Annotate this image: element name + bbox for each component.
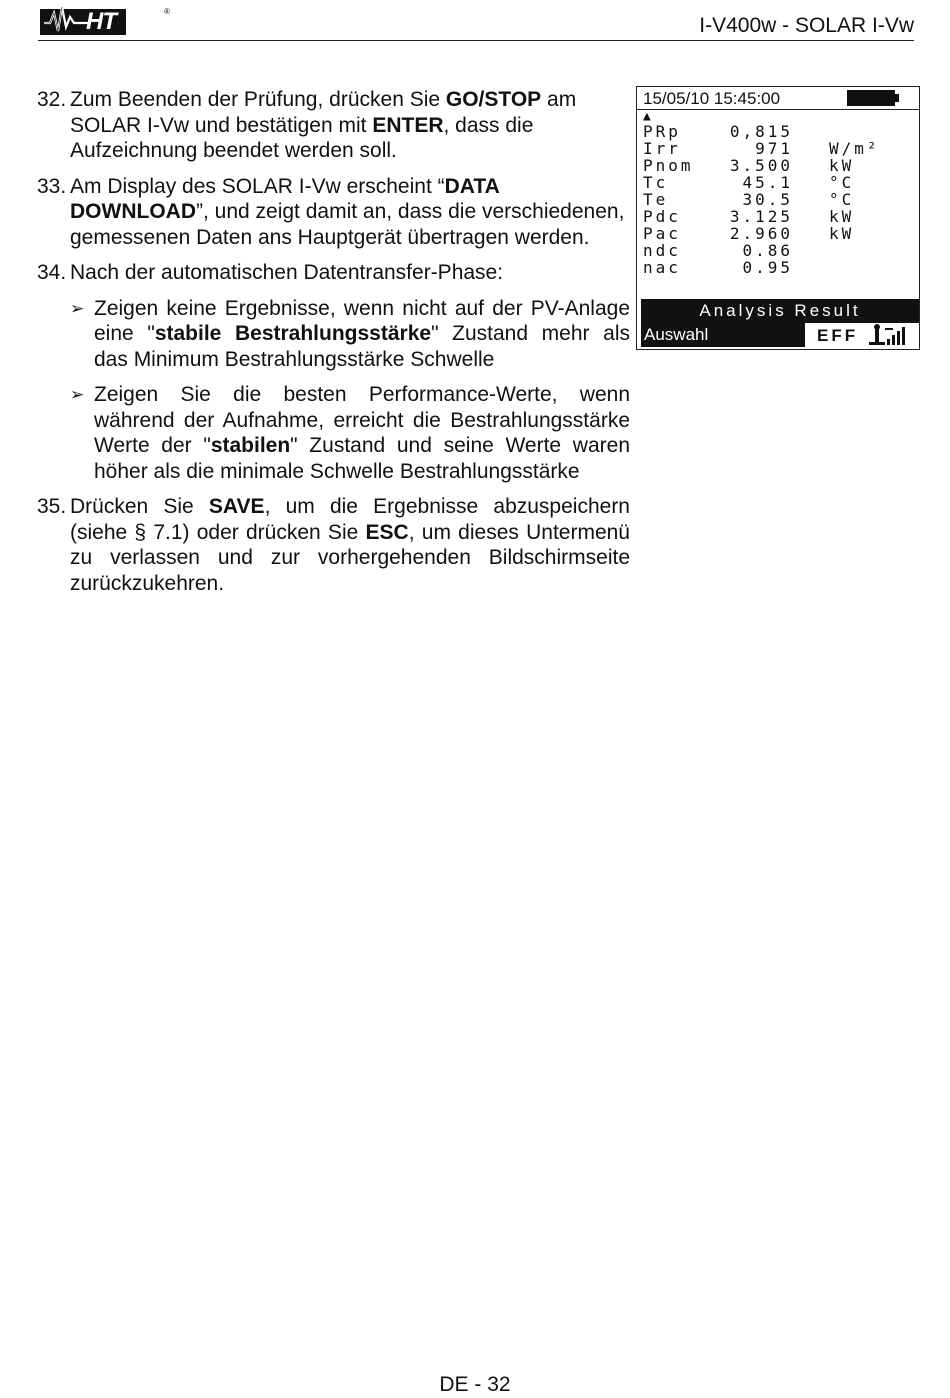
instrument-display xyxy=(636,86,920,350)
battery-icon xyxy=(847,90,895,106)
step-number: 34. xyxy=(37,261,67,284)
analysis-result-bar: Analysis Result xyxy=(641,299,919,323)
bullet-item xyxy=(37,296,630,373)
bullet-text: Zeigen Sie die besten Performance-Werte, wenn während der Aufnahme, erreicht die Bestrahlungsstärke Werte der "stabilen" Zustand und seine Werte waren höher als die minimale Schwelle Bestrahlungsstärke xyxy=(94,383,630,483)
arrow-bullet-icon: ➢ xyxy=(70,385,85,404)
step-34 xyxy=(37,260,630,286)
display-divider xyxy=(637,109,919,110)
measurement-row: Pnom 3.500 kW xyxy=(643,156,855,175)
instruction-list xyxy=(37,87,630,606)
measurement-row: Te 30.5 °C xyxy=(643,190,855,209)
measurement-row: Tc 45.1 °C xyxy=(643,173,855,192)
bullet-text: Zeigen keine Ergebnisse, wenn nicht auf der PV-Anlage eine "stabile Bestrahlungsstärke" Zustand mehr als das Minimum Bestrahlungsstärke Schwelle xyxy=(94,296,631,371)
auswahl-softkey[interactable]: Auswahl xyxy=(641,323,805,347)
measurement-row: Irr 971 W/m² xyxy=(643,139,880,158)
step-number: 32. xyxy=(37,88,67,111)
step-number: 35. xyxy=(37,495,67,518)
logo-text: HT xyxy=(86,8,116,35)
scroll-up-icon: ▲ xyxy=(643,109,651,124)
registered-mark: ® xyxy=(164,7,170,16)
ht-logo xyxy=(40,3,170,35)
eff-label: EFF xyxy=(817,326,859,345)
eff-softkey[interactable] xyxy=(809,323,917,347)
measurement-row: ndc 0.86 xyxy=(643,241,793,260)
measurement-row: Pac 2.960 kW xyxy=(643,224,855,243)
measurement-row: PRp 0,815 xyxy=(643,122,793,141)
step-32 xyxy=(37,87,630,164)
antenna-signal-icon xyxy=(867,323,917,347)
step-text: Drücken Sie SAVE, um die Ergebnisse abzuspeichern (siehe § 7.1) oder drücken Sie ESC, um dieses Untermenü zu verlassen und zur vorhergehenden Bildschirmseite zurückzukehren. xyxy=(70,495,630,595)
step-text: Nach der automatischen Datentransfer-Phase: xyxy=(70,261,504,284)
header-divider xyxy=(38,40,914,41)
step-33 xyxy=(37,174,630,251)
step-text: Am Display des SOLAR I-Vw erscheint “DATA DOWNLOAD”, und zeigt damit an, dass die verschiedenen, gemessenen Daten ans Hauptgerät übertragen werden. xyxy=(70,174,625,249)
document-title: I-V400w - SOLAR I-Vw xyxy=(699,14,914,37)
logo-wave-icon xyxy=(42,3,90,35)
step-text: Zum Beenden der Prüfung, drücken Sie GO/STOP am SOLAR I-Vw und bestätigen mit ENTER, dass die Aufzeichnung beendet werden soll. xyxy=(70,88,577,162)
step-number: 33. xyxy=(37,174,67,198)
display-datetime: 15/05/10 15:45:00 xyxy=(643,89,781,108)
bullet-item xyxy=(37,382,630,484)
measurement-row: Pdc 3.125 kW xyxy=(643,207,855,226)
step-35 xyxy=(37,494,630,596)
measurement-row: nac 0.95 xyxy=(643,258,793,277)
measurement-list xyxy=(643,123,919,276)
arrow-bullet-icon: ➢ xyxy=(70,298,85,318)
page-number: DE - 32 xyxy=(439,1373,511,1396)
